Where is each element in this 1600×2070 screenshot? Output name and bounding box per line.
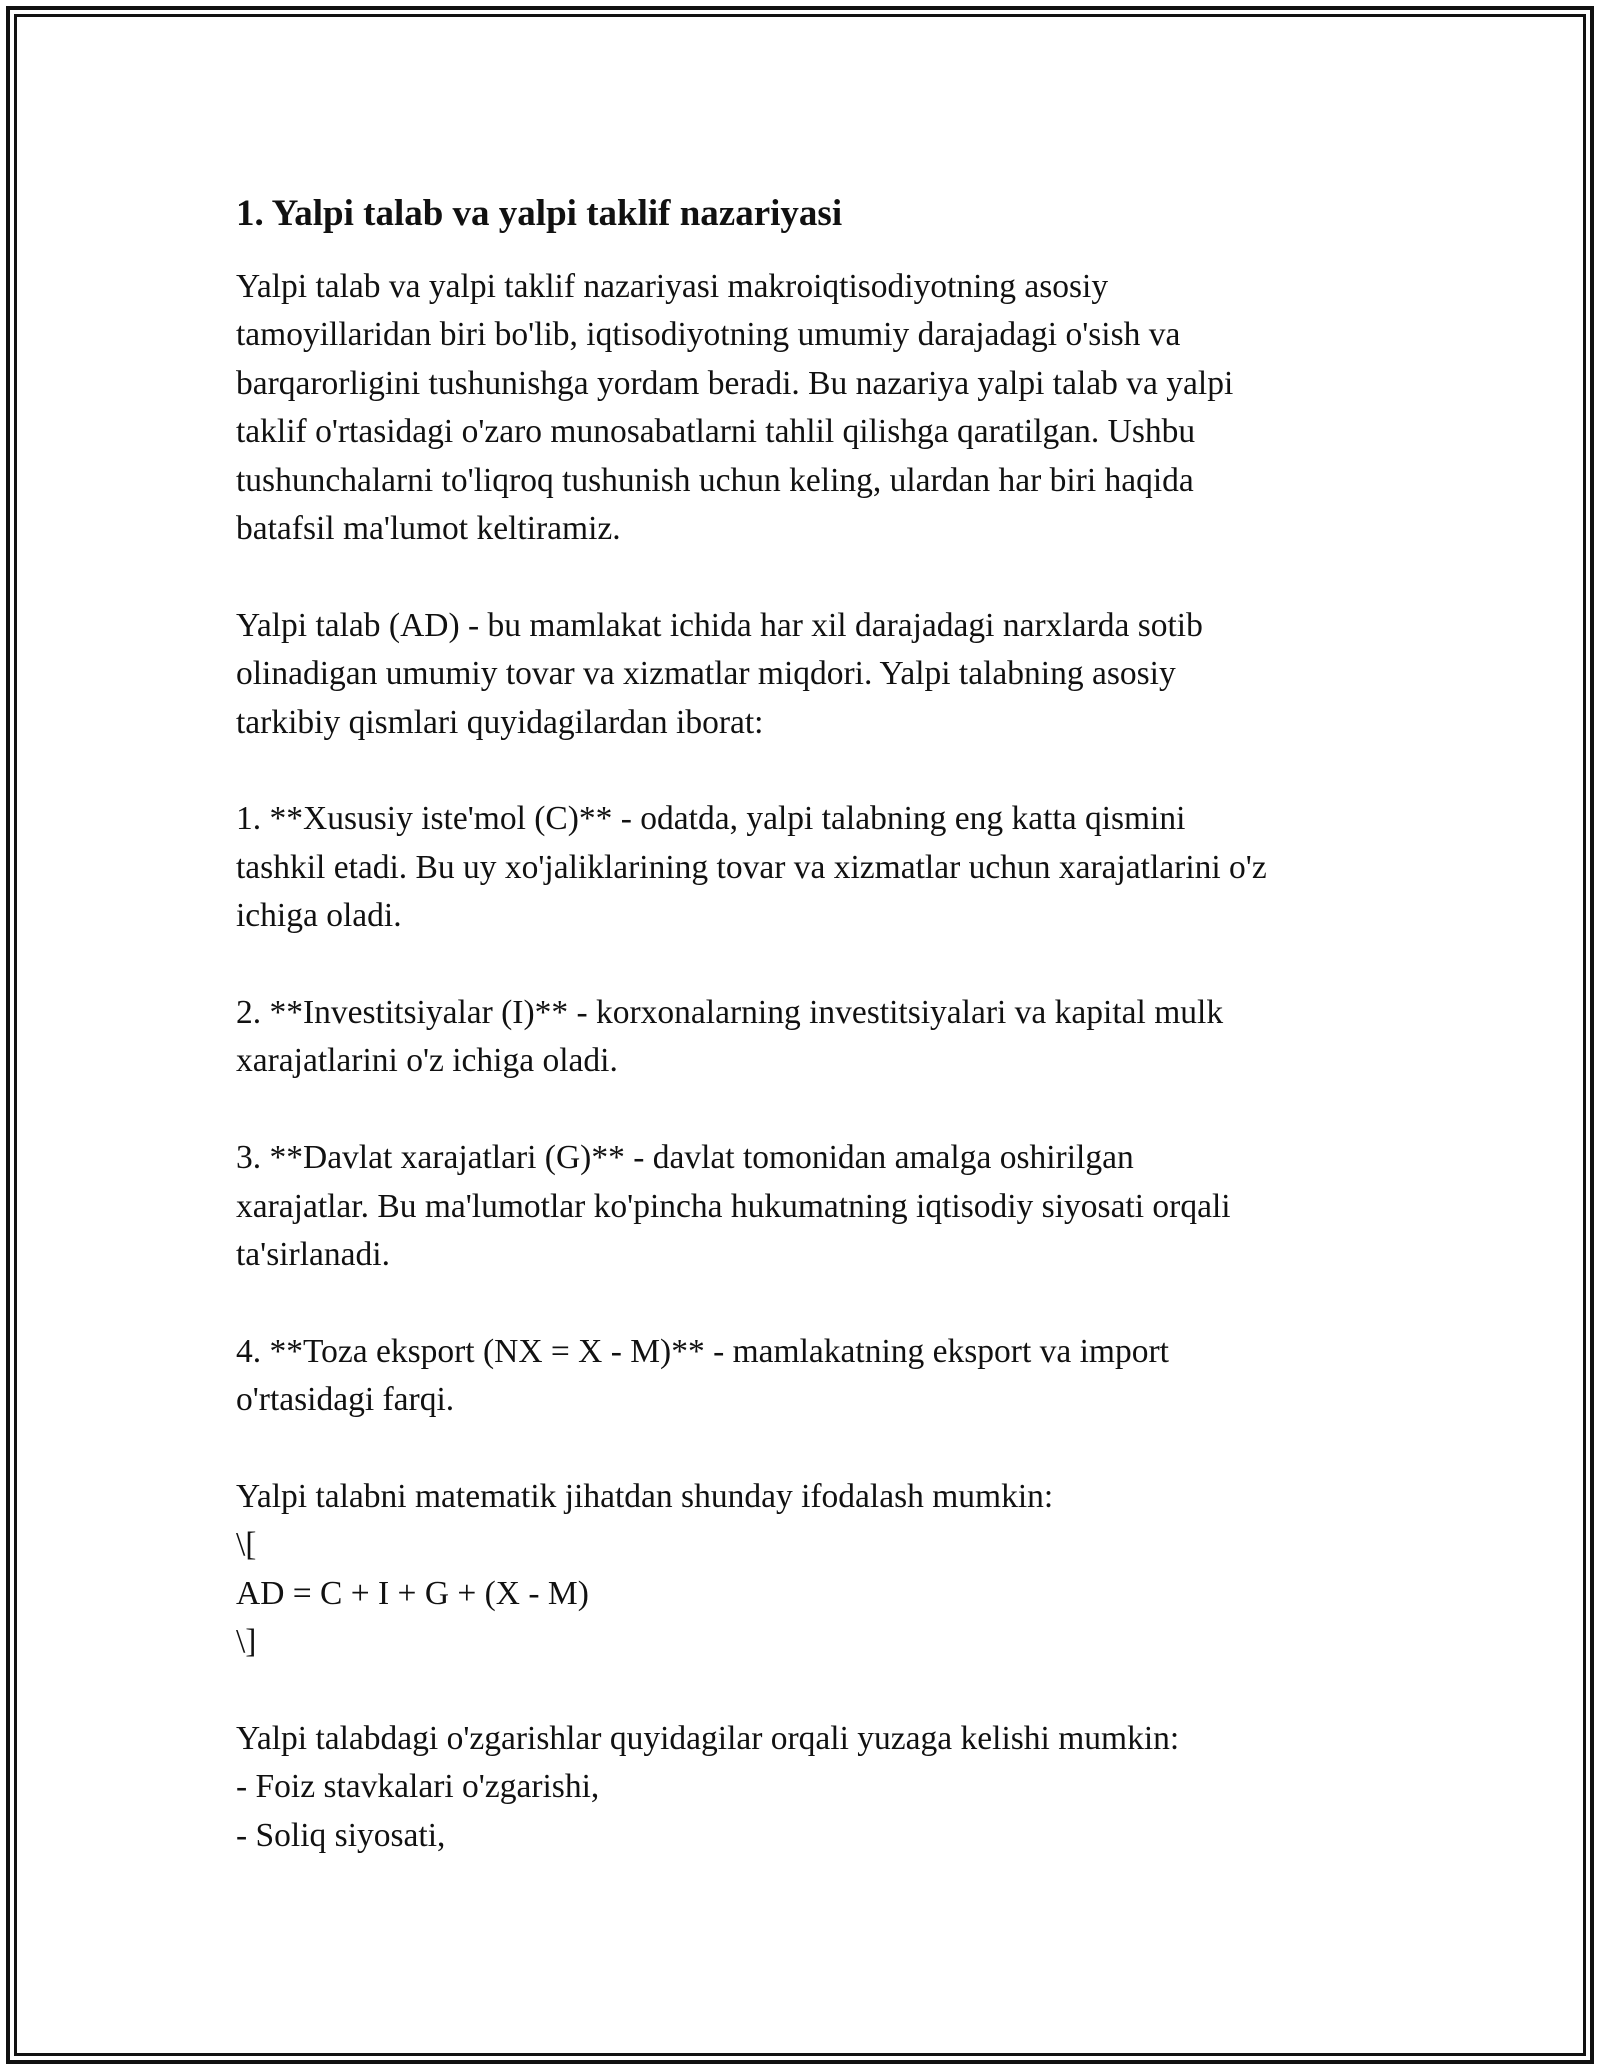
- list-item-investment: 2. **Investitsiyalar (I)** - korxonalarning investitsiyalari va kapital mulk xarajatlarini o'z ichiga oladi.: [236, 994, 1224, 1080]
- document-title: 1. Yalpi talab va yalpi taklif nazariyasi: [236, 193, 843, 234]
- demand-changes-paragraph: Yalpi talabdagi o'zgarishlar quyidagilar orqali yuzaga kelishi mumkin: - Foiz stavkalari o'zgarishi, - Soliq siyosati,: [236, 1720, 1180, 1854]
- paragraph-gap: [236, 553, 1386, 601]
- intro-paragraph: Yalpi talab va yalpi taklif nazariyasi makroiqtisodiyotning asosiy tamoyillaridan biri bo'lib, iqtisodiyotning umumiy darajadagi o'sish va barqarorligini tushunishga yordam beradi. Bu nazariya yalpi talab va yalpi taklif o'rtasidagi o'zaro munosabatlarni tahlil qilishga qaratilgan. Ushbu tushunchalarni to'liqroq tushunish uchun keling, ulardan har biri haqida batafsil ma'lumot keltiramiz.: [236, 268, 1234, 548]
- list-item-government-spending: 3. **Davlat xarajatlari (G)** - davlat tomonidan amalga oshirilgan xarajatlar. Bu ma'lumotlar ko'pincha hukumatning iqtisodiy siyosati orqali ta'sirlanadi.: [236, 1139, 1231, 1274]
- list-item-net-export: 4. **Toza eksport (NX = X - M)** - mamlakatning eksport va import o'rtasidagi farqi.: [236, 1332, 1169, 1419]
- paragraph-gap: [236, 1279, 1386, 1327]
- formula-block: Yalpi talabni matematik jihatdan shunday ifodalash mumkin: \[ AD = C + I + G + (X - M) \]: [236, 1478, 1054, 1661]
- document-body: [236, 183, 1386, 1860]
- aggregate-demand-definition: Yalpi talab (AD) - bu mamlakat ichida har xil darajadagi narxlarda sotib olinadigan umumiy tovar va xizmatlar miqdori. Yalpi talabning asosiy tarkibiy qismlari quyidagilardan iborat:: [236, 606, 1203, 741]
- paragraph-gap: [236, 1086, 1386, 1134]
- paragraph-gap: [236, 1667, 1386, 1715]
- list-item-consumption: 1. **Xususiy iste'mol (C)** - odatda, yalpi talabning eng katta qismini tashkil etadi. Bu uy xo'jaliklarining tovar va xizmatlar uchun xarajatlarini o'z ichiga oladi.: [236, 800, 1267, 935]
- paragraph-gap: [236, 1425, 1386, 1473]
- paragraph-gap: [236, 747, 1386, 795]
- paragraph-gap: [236, 941, 1386, 989]
